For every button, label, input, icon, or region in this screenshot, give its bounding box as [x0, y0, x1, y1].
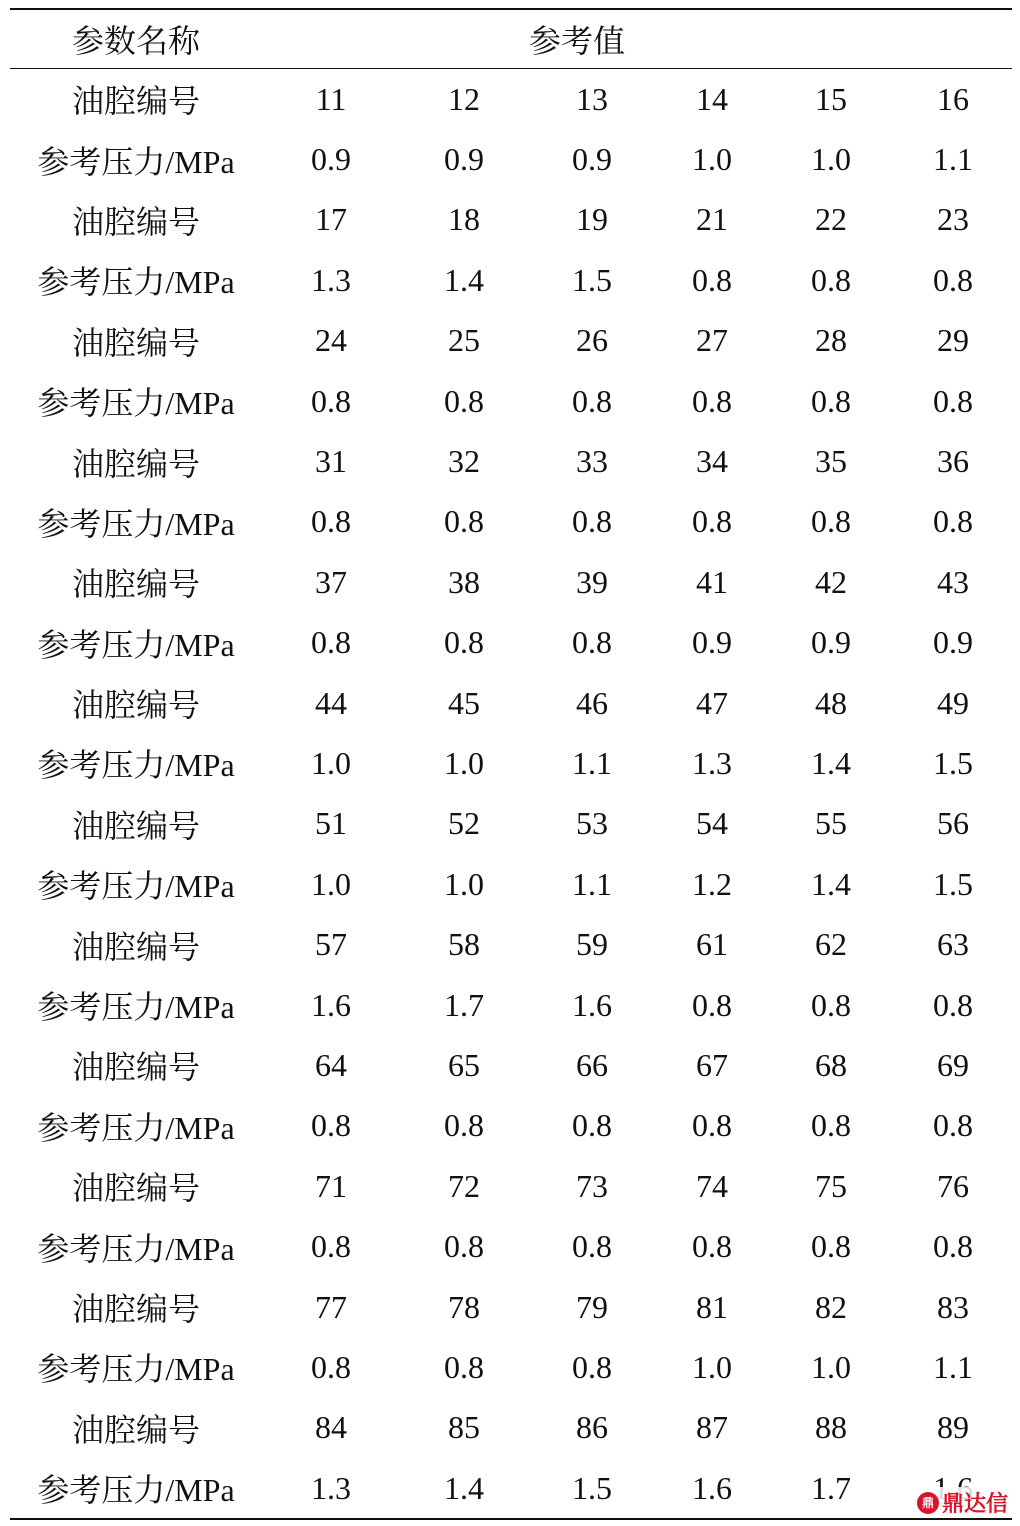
table-cell: 1.0 — [811, 1348, 851, 1385]
table-cell: 1.0 — [311, 865, 351, 902]
logo-icon: 鼎 — [917, 1492, 939, 1514]
table-cell: 1.4 — [811, 744, 851, 781]
table-cell: 0.8 — [933, 261, 973, 298]
row-label: 油腔编号 — [71, 203, 200, 240]
table-cell: 39 — [576, 563, 608, 600]
table-cell: 27 — [696, 322, 728, 359]
table-cell: 1.1 — [572, 744, 612, 781]
table-cell: 0.8 — [692, 503, 732, 540]
table-cell: 22 — [815, 201, 847, 238]
table-cell: 76 — [937, 1167, 969, 1204]
table-cell: 89 — [937, 1409, 969, 1446]
table-row — [10, 613, 1012, 673]
table-row — [10, 311, 1012, 371]
table-cell: 0.8 — [811, 382, 851, 419]
table-cell: 35 — [815, 443, 847, 480]
table-cell: 0.9 — [572, 141, 612, 178]
table-cell: 1.1 — [933, 141, 973, 178]
row-label: 参考压力/MPa — [37, 747, 235, 784]
table-body — [10, 69, 1012, 1518]
table-row — [10, 1458, 1012, 1518]
table-row — [10, 733, 1012, 793]
table-cell: 47 — [696, 684, 728, 721]
table-cell: 1.4 — [444, 1469, 484, 1506]
table-cell: 77 — [315, 1288, 347, 1325]
table-cell: 11 — [315, 80, 347, 117]
table-cell: 1.3 — [311, 261, 351, 298]
row-label: 参考压力/MPa — [37, 143, 235, 180]
table-cell: 34 — [696, 443, 728, 480]
table-cell: 0.8 — [311, 1107, 351, 1144]
table-cell: 41 — [696, 563, 728, 600]
table-cell: 0.8 — [572, 1107, 612, 1144]
table-cell: 1.6 — [311, 986, 351, 1023]
table-cell: 0.8 — [572, 1348, 612, 1385]
table-cell: 32 — [448, 443, 480, 480]
table-cell: 59 — [576, 926, 608, 963]
table-cell: 69 — [937, 1046, 969, 1083]
table-cell: 17 — [315, 201, 347, 238]
row-label: 油腔编号 — [71, 687, 200, 724]
table-cell: 0.8 — [572, 624, 612, 661]
table-row — [10, 1216, 1012, 1276]
row-label: 油腔编号 — [71, 1170, 200, 1207]
table-row — [10, 1035, 1012, 1095]
data-table — [10, 8, 1012, 1520]
table-cell: 0.8 — [933, 503, 973, 540]
table-row — [10, 431, 1012, 491]
table-cell: 0.8 — [444, 1348, 484, 1385]
table-cell: 65 — [448, 1046, 480, 1083]
table-cell: 72 — [448, 1167, 480, 1204]
table-cell: 0.8 — [311, 1228, 351, 1265]
table-cell: 0.8 — [572, 1228, 612, 1265]
table-cell: 15 — [815, 80, 847, 117]
table-cell: 1.6 — [692, 1469, 732, 1506]
table-cell: 0.8 — [811, 1107, 851, 1144]
table-cell: 1.5 — [933, 744, 973, 781]
table-cell: 52 — [448, 805, 480, 842]
table-row — [10, 1156, 1012, 1216]
table-cell: 87 — [696, 1409, 728, 1446]
table-row — [10, 1398, 1012, 1458]
table-cell: 88 — [815, 1409, 847, 1446]
table-cell: 46 — [576, 684, 608, 721]
table-cell: 54 — [696, 805, 728, 842]
table-cell: 56 — [937, 805, 969, 842]
table-cell: 29 — [937, 322, 969, 359]
table-cell: 42 — [815, 563, 847, 600]
table-cell: 74 — [696, 1167, 728, 1204]
row-label: 参考压力/MPa — [37, 264, 235, 301]
table-cell: 0.9 — [692, 624, 732, 661]
table-cell: 0.8 — [692, 382, 732, 419]
table-cell: 1.0 — [444, 865, 484, 902]
table-cell: 64 — [315, 1046, 347, 1083]
table-cell: 45 — [448, 684, 480, 721]
table-cell: 68 — [815, 1046, 847, 1083]
table-cell: 1.2 — [692, 865, 732, 902]
table-cell: 24 — [315, 322, 347, 359]
table-cell: 79 — [576, 1288, 608, 1325]
row-label: 油腔编号 — [71, 566, 200, 603]
row-label: 油腔编号 — [71, 445, 200, 482]
table-cell: 25 — [448, 322, 480, 359]
table-cell: 0.8 — [692, 1107, 732, 1144]
row-label: 参考压力/MPa — [37, 868, 235, 905]
table-row — [10, 492, 1012, 552]
watermark-text: 鼎达信 — [941, 1492, 1008, 1517]
table-cell: 53 — [576, 805, 608, 842]
table-row — [10, 914, 1012, 974]
table-cell: 49 — [937, 684, 969, 721]
table-cell: 83 — [937, 1288, 969, 1325]
table-cell: 1.6 — [572, 986, 612, 1023]
table-row — [10, 552, 1012, 612]
table-cell: 73 — [576, 1167, 608, 1204]
table-cell: 13 — [576, 80, 608, 117]
table-cell: 1.5 — [572, 1469, 612, 1506]
table-row — [10, 69, 1012, 129]
table-cell: 14 — [696, 80, 728, 117]
table-cell: 67 — [696, 1046, 728, 1083]
row-label: 参考压力/MPa — [37, 1472, 235, 1509]
table-cell: 36 — [937, 443, 969, 480]
row-label: 油腔编号 — [71, 807, 200, 844]
table-cell: 0.8 — [311, 624, 351, 661]
table-cell: 0.8 — [572, 382, 612, 419]
table-row — [10, 1277, 1012, 1337]
table-cell: 63 — [937, 926, 969, 963]
table-cell: 0.8 — [311, 382, 351, 419]
table-row — [10, 673, 1012, 733]
table-cell: 0.8 — [811, 261, 851, 298]
table-cell: 0.8 — [811, 503, 851, 540]
row-label: 参考压力/MPa — [37, 385, 235, 422]
table-bottom-rule — [10, 1518, 1012, 1520]
table-cell: 1.5 — [572, 261, 612, 298]
table-cell: 1.0 — [692, 141, 732, 178]
row-label: 油腔编号 — [71, 928, 200, 965]
table-cell: 33 — [576, 443, 608, 480]
header-ref-value: 参考值 — [528, 23, 625, 59]
table-cell: 82 — [815, 1288, 847, 1325]
table-cell: 37 — [315, 563, 347, 600]
table-row — [10, 975, 1012, 1035]
row-label: 油腔编号 — [71, 1411, 200, 1448]
table-cell: 1.3 — [311, 1469, 351, 1506]
table-cell: 28 — [815, 322, 847, 359]
table-cell: 61 — [696, 926, 728, 963]
table-cell: 0.8 — [933, 1107, 973, 1144]
table-row — [10, 371, 1012, 431]
table-cell: 66 — [576, 1046, 608, 1083]
table-cell: 1.1 — [572, 865, 612, 902]
table-cell: 21 — [696, 201, 728, 238]
table-cell: 31 — [315, 443, 347, 480]
table-cell: 0.8 — [933, 986, 973, 1023]
table-cell: 1.0 — [692, 1348, 732, 1385]
table-row — [10, 854, 1012, 914]
table-cell: 55 — [815, 805, 847, 842]
table-cell: 0.8 — [311, 503, 351, 540]
row-label: 油腔编号 — [71, 1291, 200, 1327]
table-cell: 0.8 — [933, 382, 973, 419]
table-cell: 57 — [315, 926, 347, 963]
table-cell: 0.8 — [311, 1348, 351, 1385]
table-cell: 0.8 — [444, 624, 484, 661]
table-cell: 1.0 — [811, 141, 851, 178]
table-cell: 0.8 — [444, 382, 484, 419]
table-cell: 44 — [315, 684, 347, 721]
table-cell: 1.3 — [692, 744, 732, 781]
table-cell: 23 — [937, 201, 969, 238]
row-label: 参考压力/MPa — [37, 505, 235, 542]
table-cell: 0.8 — [811, 986, 851, 1023]
table-cell: 16 — [937, 80, 969, 117]
table-row — [10, 250, 1012, 310]
table-row — [10, 1337, 1012, 1397]
table-cell: 0.9 — [311, 141, 351, 178]
header-param-name: 参数名称 — [71, 23, 200, 59]
table-cell: 1.4 — [811, 865, 851, 902]
table-cell: 0.8 — [933, 1228, 973, 1265]
table-cell: 86 — [576, 1409, 608, 1446]
table-cell: 26 — [576, 322, 608, 359]
table-row — [10, 1096, 1012, 1156]
table-cell: 51 — [315, 805, 347, 842]
table-cell: 43 — [937, 563, 969, 600]
table-cell: 38 — [448, 563, 480, 600]
table-cell: 18 — [448, 201, 480, 238]
row-label: 参考压力/MPa — [37, 626, 235, 663]
table-cell: 0.8 — [444, 503, 484, 540]
watermark-logo — [915, 1487, 1010, 1518]
row-label: 参考压力/MPa — [37, 1351, 235, 1388]
table-row — [10, 129, 1012, 189]
table-cell: 0.8 — [811, 1228, 851, 1265]
table-cell: 1.5 — [933, 865, 973, 902]
table-cell: 0.9 — [444, 141, 484, 178]
table-cell: 1.1 — [933, 1348, 973, 1385]
table-cell: 1.4 — [444, 261, 484, 298]
table-cell: 58 — [448, 926, 480, 963]
table-row — [10, 190, 1012, 250]
row-label: 油腔编号 — [71, 83, 200, 120]
table-cell: 85 — [448, 1409, 480, 1446]
row-label: 油腔编号 — [71, 1049, 200, 1086]
table-cell: 0.8 — [692, 1228, 732, 1265]
table-cell: 81 — [696, 1288, 728, 1325]
table-header-row — [10, 10, 1012, 68]
table-cell: 12 — [448, 80, 480, 117]
table-cell: 0.8 — [692, 986, 732, 1023]
table-cell: 1.7 — [444, 986, 484, 1023]
row-label: 参考压力/MPa — [37, 1230, 235, 1267]
table-cell: 0.8 — [444, 1228, 484, 1265]
table-cell: 48 — [815, 684, 847, 721]
table-cell: 0.8 — [692, 261, 732, 298]
table-cell: 71 — [315, 1167, 347, 1204]
table-cell: 0.8 — [444, 1107, 484, 1144]
table-cell: 0.8 — [572, 503, 612, 540]
table-cell: 19 — [576, 201, 608, 238]
table-row — [10, 794, 1012, 854]
row-label: 参考压力/MPa — [37, 989, 235, 1026]
table-cell: 84 — [315, 1409, 347, 1446]
row-label: 油腔编号 — [71, 324, 200, 361]
table-cell: 75 — [815, 1167, 847, 1204]
row-label: 参考压力/MPa — [37, 1109, 235, 1146]
table-cell: 62 — [815, 926, 847, 963]
table-cell: 0.9 — [933, 624, 973, 661]
table-cell: 0.9 — [811, 624, 851, 661]
table-cell: 1.0 — [444, 744, 484, 781]
table-cell: 78 — [448, 1288, 480, 1325]
table-cell: 1.7 — [811, 1469, 851, 1506]
table-cell: 1.0 — [311, 744, 351, 781]
